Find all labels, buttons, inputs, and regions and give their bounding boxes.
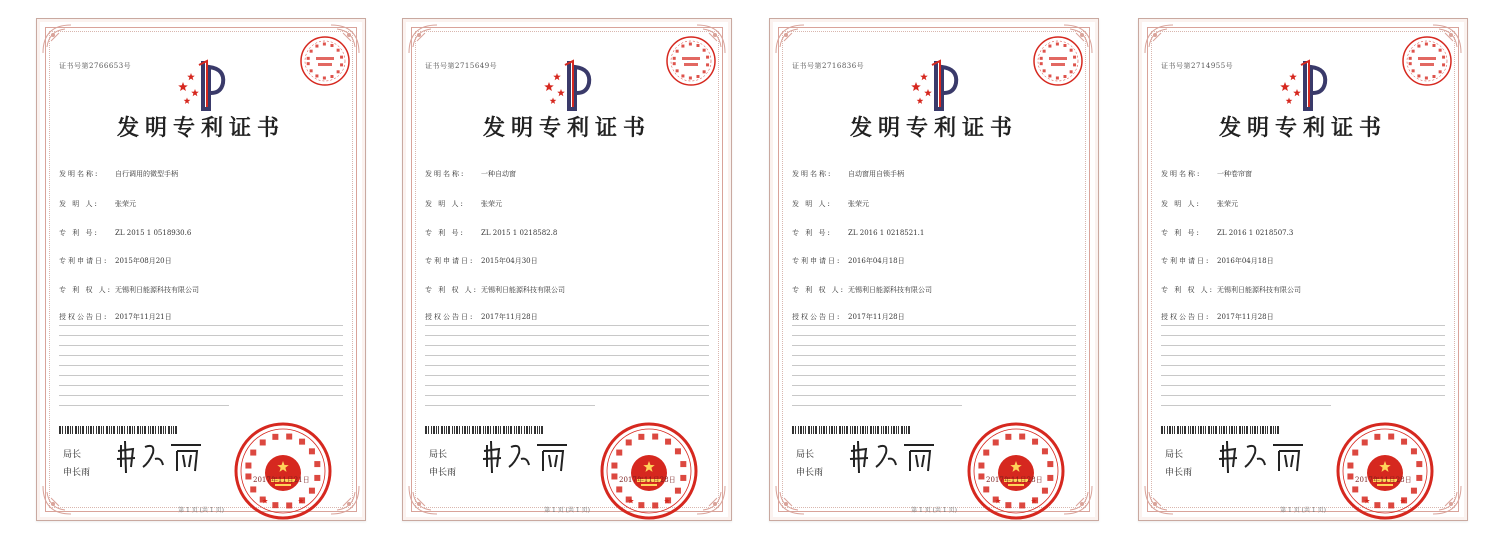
field-patentee: 专 利 权 人: 无锡利日能源科技有限公司 xyxy=(792,286,932,294)
corner-ornament xyxy=(407,23,441,57)
handwritten-signature xyxy=(481,437,571,477)
corner-ornament xyxy=(41,482,75,516)
seal-date: 2017年11月28日 xyxy=(1355,476,1412,484)
corner-ornament xyxy=(1429,23,1463,57)
patent-office-emblem-icon xyxy=(906,57,966,113)
certificate-title: 发明专利证书 xyxy=(1218,115,1387,141)
barcode xyxy=(1161,419,1281,427)
field-invention-name: 发明名称: 自行调用的微型手柄 xyxy=(59,170,178,178)
certificate-title: 发明专利证书 xyxy=(116,115,285,141)
patent-certificate xyxy=(1138,18,1468,521)
patent-office-emblem-icon xyxy=(1275,57,1335,113)
signature-title: 局长 xyxy=(1165,450,1184,460)
field-grant-date: 授权公告日: 2017年11月28日 xyxy=(1161,313,1274,321)
field-inventor: 发 明 人: 张荣元 xyxy=(1161,200,1238,208)
corner-ornament xyxy=(1060,23,1094,57)
barcode xyxy=(59,419,179,427)
corner-ornament xyxy=(1429,482,1463,516)
corner-ornament xyxy=(41,23,75,57)
corner-ornament xyxy=(693,482,727,516)
handwritten-signature xyxy=(115,437,205,477)
field-patent-number: 专 利 号: ZL 2015 1 0518930.6 xyxy=(59,229,192,237)
certificate-number: 证书号第2715649号 xyxy=(425,62,498,70)
field-inventor: 发 明 人: 张荣元 xyxy=(59,200,136,208)
patent-certificate xyxy=(36,18,366,521)
corner-ornament xyxy=(1060,482,1094,516)
field-invention-name: 发明名称: 一种自动窗 xyxy=(425,170,516,178)
page-number: 第 1 页 (共 1 页) xyxy=(1280,507,1326,514)
field-filing-date: 专利申请日: 2016年04月18日 xyxy=(792,257,905,265)
barcode xyxy=(792,419,912,427)
field-filing-date: 专利申请日: 2015年04月30日 xyxy=(425,257,538,265)
seal-date: 2017年11月28日 xyxy=(619,476,676,484)
signature-title: 局长 xyxy=(429,450,448,460)
patent-office-emblem-icon xyxy=(539,57,599,113)
certificate-body-text xyxy=(425,325,709,415)
signature-title: 局长 xyxy=(63,450,82,460)
page-number: 第 1 页 (共 1 页) xyxy=(544,507,590,514)
corner-ornament xyxy=(774,482,808,516)
patent-certificate xyxy=(769,18,1099,521)
field-filing-date: 专利申请日: 2015年08月20日 xyxy=(59,257,172,265)
field-patent-number: 专 利 号: ZL 2015 1 0218582.8 xyxy=(425,229,558,237)
certificate-body-text xyxy=(1161,325,1445,415)
certificate-number: 证书号第2714955号 xyxy=(1161,62,1234,70)
corner-ornament xyxy=(327,482,361,516)
certificate-number: 证书号第2766653号 xyxy=(59,62,132,70)
seal-date: 2017年11月21日 xyxy=(253,476,310,484)
corner-ornament xyxy=(1143,482,1177,516)
corner-ornament xyxy=(1143,23,1177,57)
field-patentee: 专 利 权 人: 无锡利日能源科技有限公司 xyxy=(425,286,565,294)
field-grant-date: 授权公告日: 2017年11月28日 xyxy=(425,313,538,321)
field-grant-date: 授权公告日: 2017年11月28日 xyxy=(792,313,905,321)
seal-date: 2017年11月28日 xyxy=(986,476,1043,484)
corner-ornament xyxy=(693,23,727,57)
patent-certificate xyxy=(402,18,732,521)
field-patentee: 专 利 权 人: 无锡利日能源科技有限公司 xyxy=(59,286,199,294)
handwritten-signature xyxy=(1217,437,1307,477)
field-invention-name: 发明名称: 一种卷帘窗 xyxy=(1161,170,1252,178)
certificate-number: 证书号第2716836号 xyxy=(792,62,865,70)
patent-office-emblem-icon xyxy=(173,57,233,113)
field-inventor: 发 明 人: 张荣元 xyxy=(425,200,502,208)
field-grant-date: 授权公告日: 2017年11月21日 xyxy=(59,313,172,321)
page-number: 第 1 页 (共 1 页) xyxy=(178,507,224,514)
certificate-body-text xyxy=(792,325,1076,415)
signature-name: 申长雨 xyxy=(63,468,91,478)
certificate-title: 发明专利证书 xyxy=(482,115,651,141)
certificate-body-text xyxy=(59,325,343,415)
field-invention-name: 发明名称: 自动窗用自锁手柄 xyxy=(792,170,904,178)
barcode xyxy=(425,419,545,427)
signature-name: 申长雨 xyxy=(429,468,457,478)
certificate-title: 发明专利证书 xyxy=(849,115,1018,141)
corner-ornament xyxy=(327,23,361,57)
field-patent-number: 专 利 号: ZL 2016 1 0218507.3 xyxy=(1161,229,1294,237)
corner-ornament xyxy=(407,482,441,516)
signature-title: 局长 xyxy=(796,450,815,460)
field-filing-date: 专利申请日: 2016年04月18日 xyxy=(1161,257,1274,265)
page-number: 第 1 页 (共 1 页) xyxy=(911,507,957,514)
handwritten-signature xyxy=(848,437,938,477)
corner-ornament xyxy=(774,23,808,57)
signature-name: 申长雨 xyxy=(796,468,824,478)
field-patent-number: 专 利 号: ZL 2016 1 0218521.1 xyxy=(792,229,925,237)
field-patentee: 专 利 权 人: 无锡利日能源科技有限公司 xyxy=(1161,286,1301,294)
signature-name: 申长雨 xyxy=(1165,468,1193,478)
field-inventor: 发 明 人: 张荣元 xyxy=(792,200,869,208)
